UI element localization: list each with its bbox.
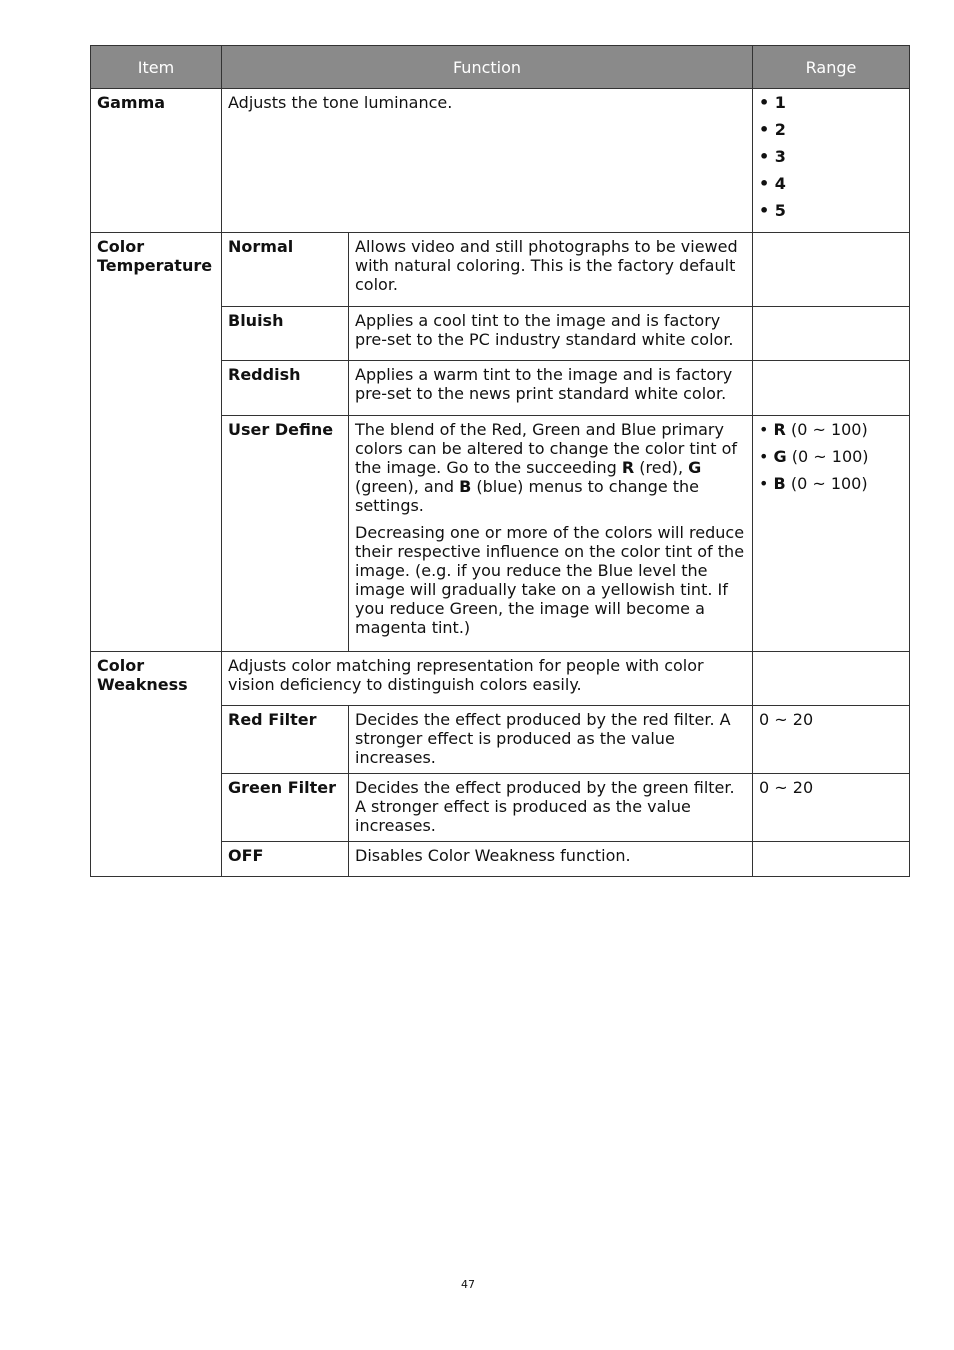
gamma-function: Adjusts the tone luminance. <box>222 89 753 233</box>
normal-range <box>753 233 910 307</box>
gamma-range-list <box>759 93 904 220</box>
rgb-range-list <box>759 420 904 493</box>
bluish-desc: Applies a cool tint to the image and is factory pre-set to the PC industry standard white color. <box>349 307 753 361</box>
color-weakness-range <box>753 652 910 706</box>
table-row-color-weakness <box>91 652 910 706</box>
option-off: OFF <box>222 842 349 877</box>
list-item: • 1 <box>759 93 786 112</box>
off-range <box>753 842 910 877</box>
reddish-desc: Applies a warm tint to the image and is factory pre-set to the news print standard white color. <box>349 361 753 416</box>
option-reddish: Reddish <box>222 361 349 416</box>
page-number: 47 <box>461 1278 475 1291</box>
list-item: • 5 <box>759 201 786 220</box>
green-filter-range: 0 ~ 20 <box>753 774 910 842</box>
gamma-range <box>753 89 910 233</box>
reddish-range <box>753 361 910 416</box>
list-item: • 2 <box>759 120 786 139</box>
list-item: • 4 <box>759 174 786 193</box>
list-item: • G (0 ~ 100) <box>759 447 869 466</box>
green-filter-desc: Decides the effect produced by the green filter. A stronger effect is produced as the value increases. <box>349 774 753 842</box>
color-weakness-function: Adjusts color matching representation for people with color vision deficiency to distinguish colors easily. <box>222 652 753 706</box>
option-normal: Normal <box>222 233 349 307</box>
normal-desc: Allows video and still photographs to be viewed with natural coloring. This is the factory default color. <box>349 233 753 307</box>
header-function: Function <box>222 46 753 89</box>
list-item: • B (0 ~ 100) <box>759 474 868 493</box>
user-define-range <box>753 416 910 652</box>
header-range: Range <box>753 46 910 89</box>
header-item: Item <box>91 46 222 89</box>
item-color-weakness: Color Weakness <box>91 652 222 877</box>
item-gamma: Gamma <box>91 89 222 233</box>
bluish-range <box>753 307 910 361</box>
table-row-normal <box>91 233 910 307</box>
option-red-filter: Red Filter <box>222 706 349 774</box>
red-filter-desc: Decides the effect produced by the red filter. A stronger effect is produced as the value increases. <box>349 706 753 774</box>
item-color-temperature: Color Temperature <box>91 233 222 652</box>
option-user-define: User Define <box>222 416 349 652</box>
table-header-row <box>91 46 910 89</box>
user-define-desc <box>349 416 753 652</box>
red-filter-range: 0 ~ 20 <box>753 706 910 774</box>
option-green-filter: Green Filter <box>222 774 349 842</box>
user-define-paragraph-2: Decreasing one or more of the colors will reduce their respective influence on the color tint of the image. (e.g. if you reduce the Blue level the image will gradually take on a yellowish tint. If you reduce Green, the image will become a magenta tint.) <box>355 523 745 637</box>
table-row-gamma <box>91 89 910 233</box>
list-item: • 3 <box>759 147 786 166</box>
option-bluish: Bluish <box>222 307 349 361</box>
osd-spec-table <box>90 45 910 877</box>
user-define-paragraph-1: The blend of the Red, Green and Blue primary colors can be altered to change the color tint of the image. Go to the succeeding R (red), G (green), and B (blue) menus to change the settings. <box>355 420 737 515</box>
list-item: • R (0 ~ 100) <box>759 420 868 439</box>
off-desc: Disables Color Weakness function. <box>349 842 753 877</box>
